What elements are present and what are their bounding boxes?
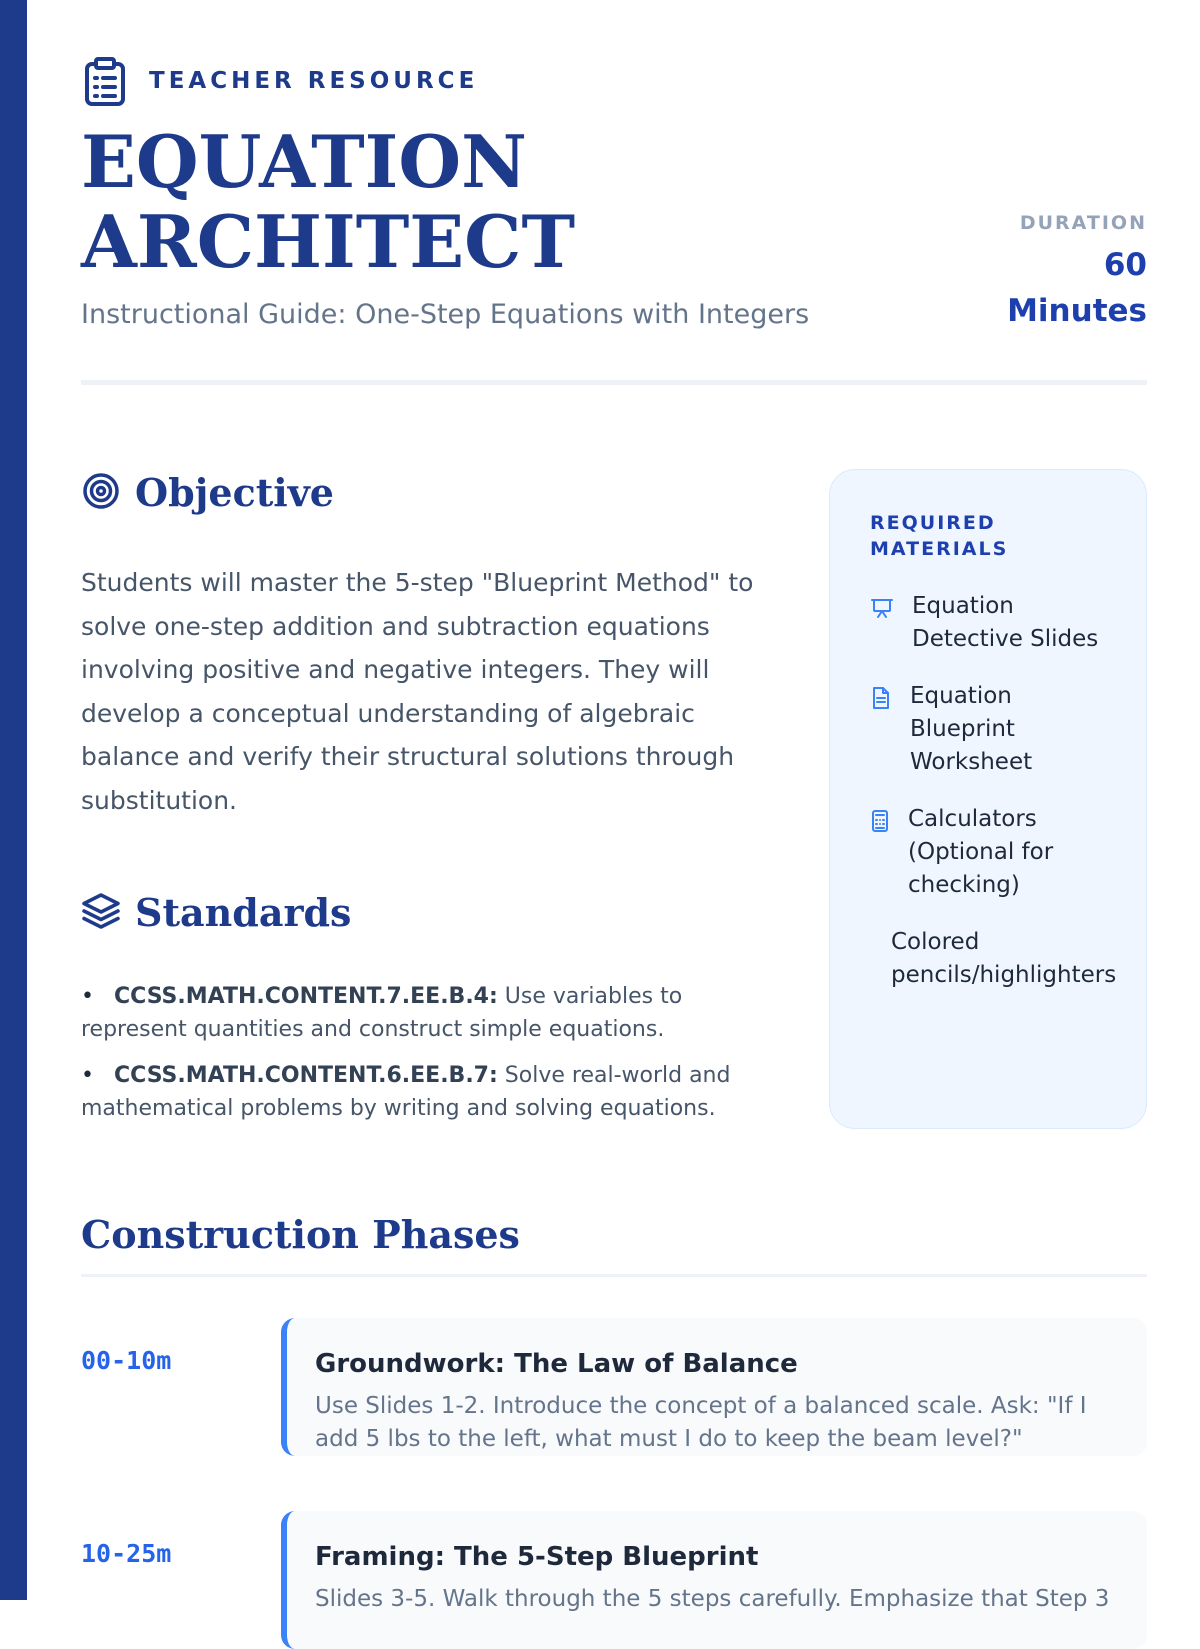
standard-text: Solve real-world and mathematical problems by writing and solving equations. <box>81 1063 731 1121</box>
page-title: EQUATION ARCHITECT <box>81 119 576 284</box>
eyebrow-label: TEACHER RESOURCE <box>149 68 479 94</box>
document-icon <box>870 686 892 720</box>
duration-value: 60 Minutes <box>1007 247 1147 329</box>
phase-card <box>281 1511 1147 1649</box>
standards-heading <box>81 890 351 935</box>
materials-heading: REQUIRED MATERIALS <box>870 512 1009 560</box>
presentation-icon <box>870 596 894 630</box>
header-divider <box>81 380 1147 385</box>
eyebrow <box>81 56 478 106</box>
phase-title: Groundwork: The Law of Balance <box>315 1349 798 1379</box>
material-label: Equation Blueprint Worksheet <box>910 683 1033 775</box>
standards-title: Standards <box>135 890 352 935</box>
material-label: Equation Detective Slides <box>912 593 1099 652</box>
phase-description: Slides 3-5. Walk through the 5 steps carefully. Emphasize that Step 3 <box>315 1586 1110 1612</box>
standard-text: Use variables to represent quantities and construct simple equations. <box>81 984 683 1042</box>
list-item <box>81 1059 781 1125</box>
left-accent-bar <box>0 0 27 1600</box>
list-item <box>870 803 1116 902</box>
objective-heading <box>81 470 334 515</box>
phases-divider <box>81 1274 1147 1277</box>
phases-heading: Construction Phases <box>81 1212 520 1257</box>
bullet: • <box>81 984 94 1009</box>
phase-time: 10-25m <box>81 1539 172 1568</box>
material-label: Calculators (Optional for checking) <box>908 806 1054 898</box>
bullet: • <box>81 1063 94 1088</box>
duration-label: DURATION <box>1019 212 1147 234</box>
phase-description: Use Slides 1-2. Introduce the concept of a balanced scale. Ask: "If I add 5 lbs to the left, what must I do to keep the beam level?" <box>315 1393 1087 1452</box>
clipboard-list-icon <box>81 56 129 106</box>
standards-list <box>81 980 781 1138</box>
page-subtitle: Instructional Guide: One-Step Equations with Integers <box>81 299 810 330</box>
phase-title: Framing: The 5-Step Blueprint <box>315 1542 759 1572</box>
phase-card <box>281 1318 1147 1456</box>
layers-icon <box>81 891 121 935</box>
list-item <box>870 590 1116 656</box>
materials-list <box>870 590 1116 992</box>
material-label: Colored pencils/highlighters <box>891 929 1117 988</box>
list-item <box>81 980 781 1046</box>
phase-time: 00-10m <box>81 1346 172 1375</box>
standard-code: CCSS.MATH.CONTENT.6.EE.B.7: <box>114 1063 498 1088</box>
list-item <box>870 680 1116 779</box>
materials-panel <box>829 469 1147 1129</box>
list-item <box>870 926 1116 992</box>
objective-title: Objective <box>135 470 334 515</box>
calculator-icon <box>870 809 890 843</box>
objective-text: Students will master the 5-step "Blueprint Method" to solve one-step addition and subtraction equations involving positive and negative integers. They will develop a conceptual understanding of algebraic balance and verify their structural solutions through substitution. <box>81 568 754 815</box>
duration-block <box>1007 212 1147 334</box>
target-icon <box>81 471 121 515</box>
standard-code: CCSS.MATH.CONTENT.7.EE.B.4: <box>114 984 498 1009</box>
